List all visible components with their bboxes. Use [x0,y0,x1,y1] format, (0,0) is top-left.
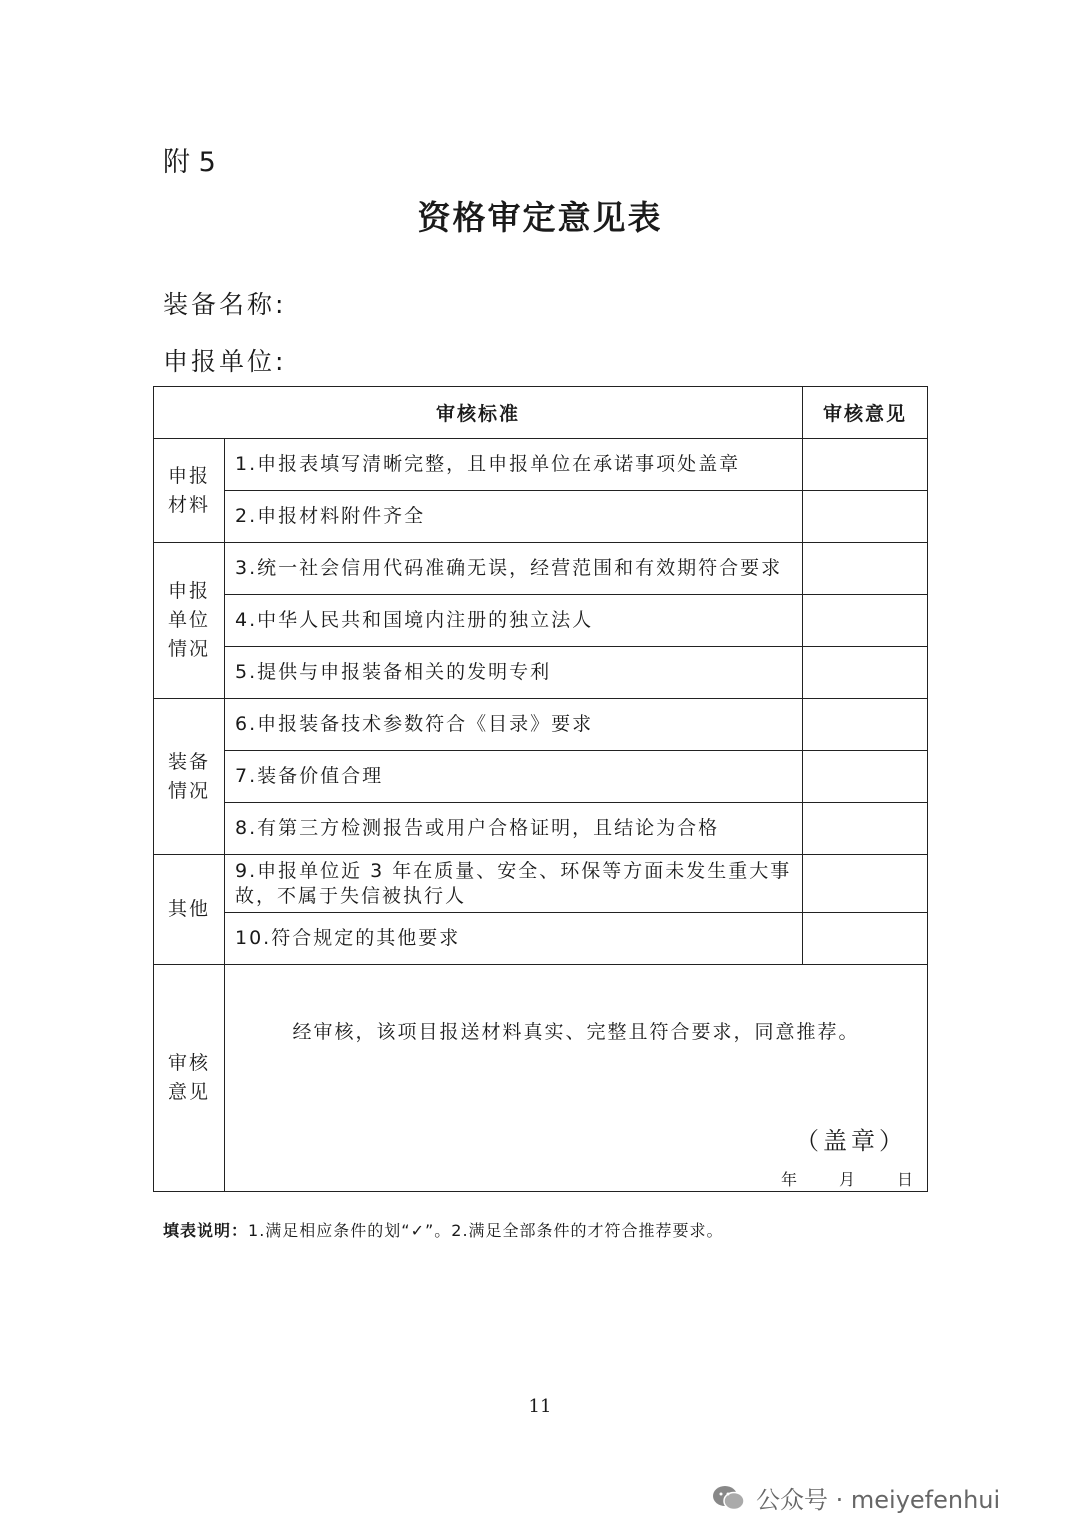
group-label-line: 申报 [167,580,210,602]
date-month: 月 [838,1170,857,1189]
criterion-text: 5.提供与申报装备相关的发明专利 [225,647,803,699]
table-row [154,439,928,491]
opinion-checkbox-cell[interactable] [803,855,928,913]
group-label [154,543,225,699]
document-title: 资格审定意见表 [417,198,663,237]
opinion-checkbox-cell[interactable] [803,751,928,803]
criterion-text: 10.符合规定的其他要求 [225,913,803,965]
group-label-line: 情况 [167,779,210,802]
table-row [154,595,928,647]
criterion-text: 7.装备价值合理 [225,751,803,803]
date-line [741,1167,915,1190]
appendix-label: 附 5 [163,147,216,178]
criterion-text: 8.有第三方检测报告或用户合格证明，且结论为合格 [225,803,803,855]
opinion-checkbox-cell[interactable] [803,699,928,751]
group-label-line: 情况 [167,638,210,660]
group-label-line: 材料 [167,493,210,516]
opinion-checkbox-cell[interactable] [803,491,928,543]
header-opinion: 审核意见 [803,387,928,439]
group-label [154,699,225,855]
group-label-line: 其他 [167,898,210,920]
table-row [154,855,928,913]
date-day: 日 [897,1170,916,1189]
note-text: 1.满足相应条件的划“✓”。2.满足全部条件的才符合推荐要求。 [248,1221,724,1240]
opinion-checkbox-cell[interactable] [803,803,928,855]
criterion-text: 6.申报装备技术参数符合《目录》要求 [225,699,803,751]
review-table [153,386,928,1192]
opinion-checkbox-cell[interactable] [803,595,928,647]
page-number: 11 [528,1396,552,1417]
opinion-text: 经审核，该项目报送材料真实、完整且符合要求，同意推荐。 [292,1021,860,1043]
seal-label: （盖章） [795,1127,908,1155]
wechat-icon [712,1485,746,1511]
applicant-label: 申报单位: [163,347,287,376]
note-label: 填表说明： [163,1221,249,1240]
table-row [154,491,928,543]
table-row [154,751,928,803]
opinion-checkbox-cell[interactable] [803,439,928,491]
opinion-checkbox-cell[interactable] [803,913,928,965]
group-label-line: 单位 [167,609,210,631]
opinion-row [154,965,928,1192]
watermark-text: 公众号 · meiyefenhui [756,1486,1001,1514]
table-row [154,913,928,965]
criterion-text: 1.申报表填写清晰完整，且申报单位在承诺事项处盖章 [225,439,803,491]
group-label [154,855,225,965]
equipment-name-label: 装备名称: [163,290,287,319]
criterion-text: 4.中华人民共和国境内注册的独立法人 [225,595,803,647]
table-row [154,543,928,595]
opinion-label-line: 意见 [167,1081,210,1103]
opinion-checkbox-cell[interactable] [803,543,928,595]
group-label-line: 申报 [167,464,210,487]
form-note [163,1218,724,1241]
group-label [154,439,225,543]
date-year: 年 [780,1170,799,1189]
opinion-box[interactable] [225,965,928,1192]
table-row [154,699,928,751]
table-row [154,647,928,699]
criterion-text: 3.统一社会信用代码准确无误，经营范围和有效期符合要求 [225,543,803,595]
table-row [154,803,928,855]
watermark [712,1480,1000,1515]
opinion-label-line: 审核 [167,1052,210,1074]
group-label-line: 装备 [167,750,210,773]
table-header-row [154,387,928,439]
criterion-text: 9.申报单位近 3 年在质量、安全、环保等方面未发生重大事故，不属于失信被执行人 [225,855,803,913]
opinion-checkbox-cell[interactable] [803,647,928,699]
header-criteria: 审核标准 [154,387,803,439]
opinion-label [154,965,225,1192]
criterion-text: 2.申报材料附件齐全 [225,491,803,543]
